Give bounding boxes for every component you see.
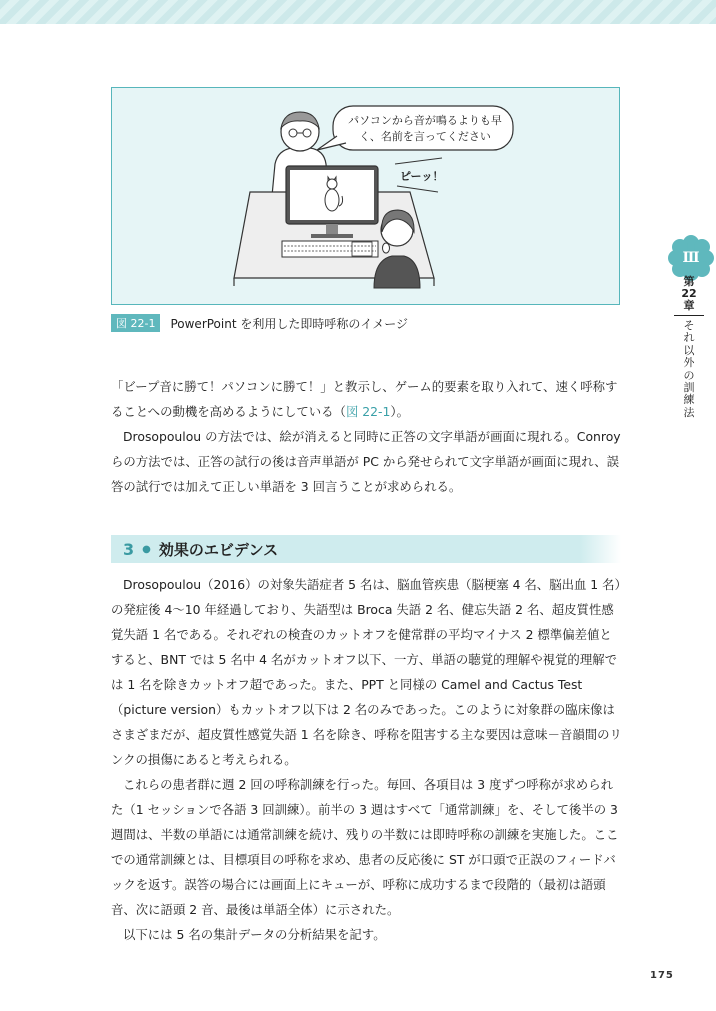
header-stripe (0, 0, 716, 24)
divider (674, 315, 704, 316)
paragraph-text: 「ビープ音に勝て！パソコンに勝て！」と教示し、ゲーム的要素を取り入れて、速く呼称することへの動機を高めるようにしている（ (111, 379, 618, 419)
paragraph: Drosopoulou（2016）の対象失語症者 5 名は、脳血管疾患（脳梗塞 4 名、脳出血 1 名）の発症後 4〜10 年経過しており、失語型は Broca 失語 2 名、健忘失語 2 名、超皮質性感覚失語 1 名である。それぞれの検査のカットオフを健常群の平均マイナス 2 標準偏差値とすると、BNT では 5 名中 4 名がカットオフ以下、一方、単語の聴覚的理解や視覚的理解では 1 名を除きカットオフ超であった。また、PPT と同様の Camel and Cactus Test（picture version）もカットオフ以下は 2 名のみであった。このように対象群の臨床像はさまざまだが、超皮質性感覚失語 1 名を除き、呼称を阻害する主な要因は意味－音韻間のリンクの損傷にあると考えられる。 (111, 577, 622, 767)
part-number: Ⅲ (682, 250, 700, 266)
section-number: 3 (123, 539, 135, 559)
keyboard (282, 241, 378, 257)
paragraph (111, 374, 623, 424)
section-title: 効果のエビデンス (158, 540, 279, 559)
beep-text: ピーッ！ (400, 170, 444, 183)
figure-illustration (111, 87, 620, 305)
bullet-icon: ● (142, 543, 151, 555)
body-paragraphs-1 (111, 374, 623, 499)
figure-reference-link[interactable]: 図 22-1 (345, 404, 391, 419)
chapter-label: 第22章 (681, 275, 697, 312)
page-number: 175 (650, 970, 674, 981)
section-heading (111, 535, 621, 563)
figure-caption (111, 314, 408, 332)
body-paragraphs-2 (111, 572, 623, 947)
paragraph-text-end: ）。 (390, 404, 409, 419)
caption-text: PowerPoint を利用した即時呼称のイメージ (170, 316, 409, 331)
paragraph: 以下には 5 名の集計データの分析結果を記す。 (123, 927, 386, 942)
paragraph: これらの患者群に週 2 回の呼称訓練を行った。毎回、各項目は 3 度ずつ呼称が求められた（1 セッションで各語 3 回訓練）。前半の 3 週はすべて「通常訓練」を、そして後半の 3 週間は、半数の単語には通常訓練を続け、残りの半数には即時呼称の訓練を実施した。ここでの通常訓練とは、目標項目の呼称を求め、患者の反応後に ST が口頭で正誤のフィードバックを返す。誤答の場合には画面上にキューが、呼称に成功するまで段階的（最初は語頭音、次に語頭 2 音、最後は単語全体）に示された。 (111, 777, 619, 917)
paragraph: Drosopoulou の方法では、絵が消えると同時に正答の文字単語が画面に現れる。Conroy らの方法では、正答の試行の後は音声単語が PC から発せられて文字単語が画面に現れ、誤答の試行では加えて正しい単語を 3 回言うことが求められる。 (111, 429, 621, 494)
chapter-title: それ以外の訓練法 (683, 319, 695, 419)
speech-bubble-text: パソコンから音が鳴るよりも早く、名前を言ってください (348, 114, 502, 143)
mouse (383, 243, 390, 253)
caption-label: 図 22-1 (111, 314, 160, 332)
